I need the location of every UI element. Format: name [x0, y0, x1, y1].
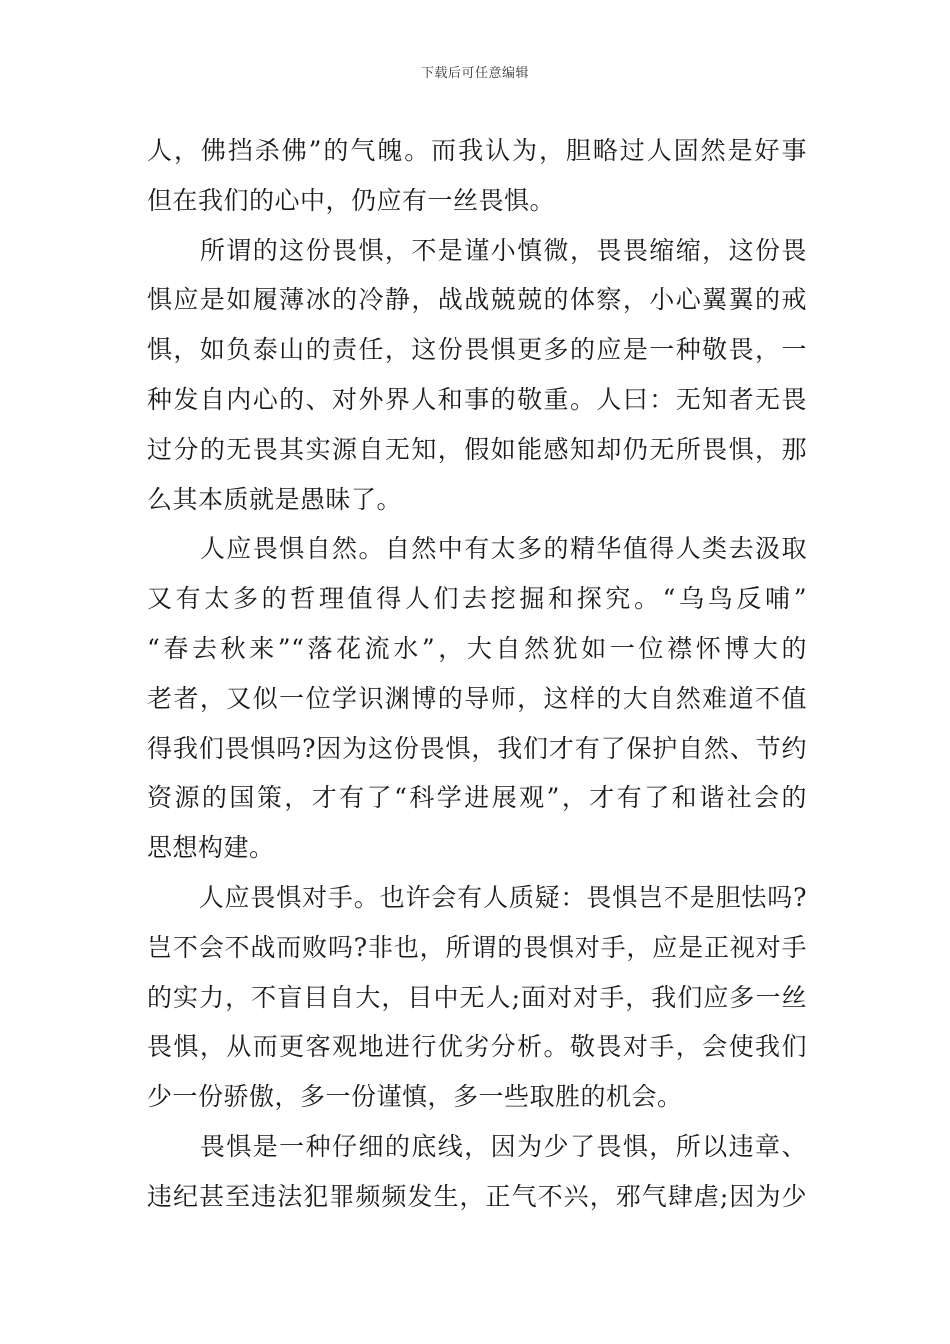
text-line: 人，佛挡杀佛”的气魄。而我认为，胆略过人固然是好事 [147, 136, 807, 165]
text-line: 违纪甚至违法犯罪频频发生，正气不兴，邪气肆虐;因为少 [147, 1181, 807, 1211]
page-header: 下载后可任意编辑 [420, 66, 529, 81]
text-line: 资源的国策，才有了“科学进展观”，才有了和谐社会的 [147, 783, 807, 813]
text-line: 人应畏惧对手。也许会有人质疑：畏惧岂不是胆怯吗? [147, 882, 807, 912]
text-line: 得我们畏惧吗?因为这份畏惧，我们才有了保护自然、节约 [147, 733, 807, 763]
text-line: 所谓的这份畏惧，不是谨小慎微，畏畏缩缩，这份畏 [147, 235, 807, 265]
text-line: 思想构建。 [147, 833, 275, 863]
document-body [147, 126, 807, 1222]
text-line: 老者，又似一位学识渊博的导师，这样的大自然难道不值 [147, 683, 807, 713]
text-line: 的实力，不盲目自大，目中无人;面对对手，我们应多一丝 [147, 982, 807, 1012]
text-line: 但在我们的心中，仍应有一丝畏惧。 [147, 185, 556, 215]
text-line: 过分的无畏其实源自无知，假如能感知却仍无所畏惧，那 [147, 434, 807, 464]
text-line: 畏惧，从而更客观地进行优劣分析。敬畏对手，会使我们 [147, 1032, 807, 1062]
text-line: 又有太多的哲理值得人们去挖掘和探究。“乌鸟反哺” [147, 584, 807, 614]
text-line: 人应畏惧自然。自然中有太多的精华值得人类去汲取 [147, 534, 807, 564]
text-line: 惧应是如履薄冰的冷静，战战兢兢的体察，小心翼翼的戒 [147, 285, 807, 315]
text-line: 少一份骄傲，多一份谨慎，多一些取胜的机会。 [147, 1082, 683, 1112]
text-line: 岂不会不战而败吗?非也，所谓的畏惧对手，应是正视对手 [147, 932, 807, 962]
text-line: 种发自内心的、对外界人和事的敬重。人曰：无知者无畏 [147, 384, 807, 414]
text-line: 畏惧是一种仔细的底线，因为少了畏惧，所以违章、 [147, 1131, 807, 1161]
text-line: 么其本质就是愚昧了。 [147, 484, 403, 514]
text-line: 惧，如负泰山的责任，这份畏惧更多的应是一种敬畏，一 [147, 335, 807, 365]
text-line: “春去秋来”“落花流水”，大自然犹如一位襟怀博大的 [147, 633, 807, 663]
